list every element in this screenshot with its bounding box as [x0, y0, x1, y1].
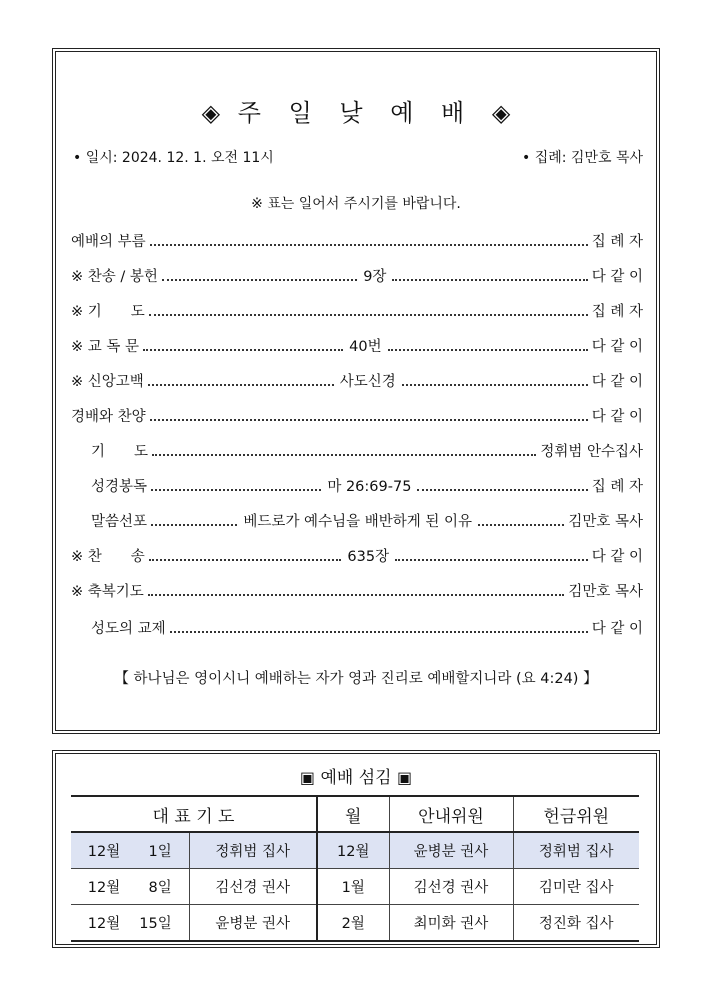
prayer-person: 정휘범 집사 — [189, 832, 317, 869]
order-item — [91, 509, 643, 531]
serving-header-row — [71, 796, 639, 832]
prayer-date-day: 8일 — [148, 880, 172, 896]
order-item — [71, 264, 643, 286]
dotted-leader — [170, 631, 588, 633]
dotted-leader — [388, 349, 588, 351]
usher-person: 윤병분 권사 — [389, 832, 513, 869]
header-usher: 안내위원 — [389, 796, 513, 832]
order-item-label: 성도의 교제 — [91, 620, 166, 637]
scripture-verse: 【 하나님은 영이시니 예배하는 자가 영과 진리로 예배할지니라 (요 4:24) 】 — [114, 671, 598, 687]
order-item-label: ※ 축복기도 — [71, 583, 144, 600]
order-item-label: ※ 찬 송 — [71, 548, 145, 565]
order-item — [91, 616, 643, 638]
order-item-label: 예배의 부름 — [71, 233, 146, 250]
dotted-leader — [162, 279, 357, 281]
order-item-label: ※ 교 독 문 — [71, 338, 139, 355]
serving-row — [71, 869, 639, 905]
order-item — [71, 229, 643, 251]
dotted-leader — [148, 384, 334, 386]
order-item-label: 경배와 찬양 — [71, 408, 146, 425]
prayer-person: 김선경 권사 — [189, 869, 317, 905]
order-item-detail: 9장 — [363, 268, 387, 285]
order-item-label: 성경봉독 — [91, 478, 148, 495]
usher-month: 2월 — [317, 905, 389, 942]
order-item-person: 다 같 이 — [591, 373, 644, 390]
order-item — [91, 439, 643, 461]
serving-row — [71, 905, 639, 942]
order-item — [91, 474, 643, 496]
usher-month: 12월 — [317, 832, 389, 869]
offering-person: 김미란 집사 — [513, 869, 639, 905]
prayer-person: 윤병분 권사 — [189, 905, 317, 942]
order-item-person: 다 같 이 — [591, 548, 643, 565]
order-item-label: ※ 신앙고백 — [71, 373, 144, 390]
header-month: 월 — [317, 796, 389, 832]
order-item-detail: 40번 — [349, 338, 382, 355]
order-item-person: 다 같 이 — [591, 408, 643, 425]
serving-row — [71, 832, 639, 869]
dotted-leader — [151, 489, 321, 491]
order-item — [71, 299, 643, 321]
dotted-leader — [395, 559, 588, 561]
usher-person: 최미화 권사 — [389, 905, 513, 942]
offering-person: 정휘범 집사 — [513, 832, 639, 869]
order-item — [71, 544, 643, 566]
prayer-date — [71, 832, 189, 869]
serving-title-text: 예배 섬김 — [320, 768, 392, 788]
order-item-label: 말씀선포 — [91, 513, 148, 530]
prayer-date-month: 12월 — [87, 880, 121, 896]
order-item-detail: 마 26:69-75 — [327, 478, 412, 495]
usher-person: 김선경 권사 — [389, 869, 513, 905]
header-prayer: 대 표 기 도 — [71, 796, 317, 832]
order-item-person: 정휘범 안수집사 — [540, 443, 643, 460]
worship-title — [53, 93, 659, 128]
order-item-detail: 사도신경 — [339, 373, 396, 390]
service-leader: • 집례: 김만호 목사 — [522, 150, 643, 166]
serving-box — [52, 750, 660, 948]
order-item — [71, 579, 643, 601]
square-marker-icon: ▣ — [396, 768, 413, 787]
dotted-leader — [148, 594, 565, 596]
serving-title — [53, 763, 659, 788]
prayer-date — [71, 905, 189, 942]
order-item-detail: 635장 — [347, 548, 390, 565]
prayer-date — [71, 869, 189, 905]
prayer-date-day: 15일 — [139, 916, 172, 932]
dotted-leader — [152, 454, 536, 456]
order-item-detail: 베드로가 예수님을 배반하게 된 이유 — [243, 513, 472, 530]
order-item — [71, 334, 643, 356]
header-offering: 헌금위원 — [513, 796, 639, 832]
order-item-person: 김만호 목사 — [568, 583, 643, 600]
prayer-date-day: 1일 — [148, 844, 172, 860]
dotted-leader — [150, 244, 588, 246]
order-item — [71, 404, 643, 426]
dotted-leader — [151, 524, 237, 526]
diamond-icon: ◈ — [201, 99, 221, 127]
standing-notice: ※ 표는 일어서 주시기를 바랍니다. — [251, 196, 461, 212]
order-item-person: 다 같 이 — [591, 268, 643, 285]
dotted-leader — [478, 524, 564, 526]
offering-person: 정진화 집사 — [513, 905, 639, 942]
order-item-label: 기 도 — [91, 443, 149, 460]
dotted-leader — [149, 559, 342, 561]
square-marker-icon: ▣ — [299, 768, 316, 787]
service-date: • 일시: 2024. 12. 1. 오전 11시 — [73, 150, 274, 166]
worship-order-box — [52, 48, 660, 734]
order-item-person: 다 같 이 — [591, 620, 643, 637]
order-item-person: 집 례 자 — [591, 233, 643, 250]
order-item-person: 집 례 자 — [591, 478, 643, 495]
dotted-leader — [150, 419, 588, 421]
order-item-person: 다 같 이 — [591, 338, 643, 355]
serving-table — [71, 795, 639, 942]
prayer-date-month: 12월 — [87, 916, 121, 932]
order-item-label: ※ 찬송 / 봉헌 — [71, 268, 158, 285]
dotted-leader — [402, 384, 588, 386]
order-item-person: 집 례 자 — [591, 303, 643, 320]
usher-month: 1월 — [317, 869, 389, 905]
dotted-leader — [417, 489, 587, 491]
dotted-leader — [392, 279, 587, 281]
diamond-icon: ◈ — [491, 99, 511, 127]
worship-title-text: 주 일 낮 예 배 — [237, 99, 475, 127]
dotted-leader — [143, 349, 343, 351]
order-item-label: ※ 기 도 — [71, 303, 145, 320]
dotted-leader — [149, 314, 588, 316]
order-item — [71, 369, 643, 391]
prayer-date-month: 12월 — [87, 844, 121, 860]
order-item-person: 김만호 목사 — [568, 513, 644, 530]
